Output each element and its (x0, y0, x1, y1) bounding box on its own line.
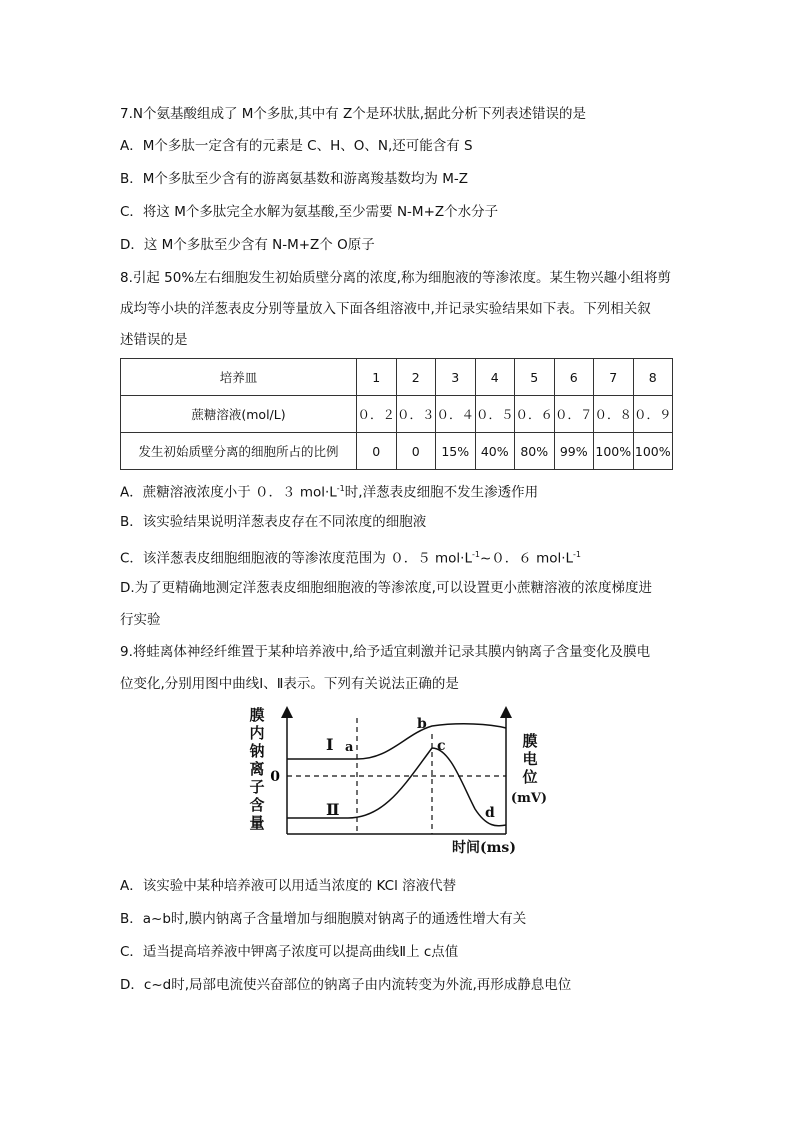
dish-cell: 2 (396, 359, 436, 396)
point-d-label: d (485, 805, 495, 821)
row-header-concentration: 蔗糖溶液(mol/L) (121, 396, 357, 433)
point-c-label: c (437, 738, 446, 754)
concentration-cell: ０．８ (594, 396, 634, 433)
right-axis-label-char: 膜 (522, 732, 538, 750)
left-axis-label-char: 子 (249, 778, 265, 796)
q8-stem-line-2: 成均等小块的洋葱表皮分别等量放入下面各组溶液中,并记录实验结果如下表。下列相关叙 (120, 301, 651, 317)
q9-option-b: B．a~b时,膜内钠离子含量增加与细胞膜对钠离子的通透性增大有关 (120, 911, 527, 927)
q8-stem-line-3: 述错误的是 (120, 332, 188, 348)
concentration-cell: ０．５ (475, 396, 515, 433)
ratio-cell: 100% (633, 433, 673, 470)
right-axis-unit: (mV) (510, 791, 548, 806)
q7-stem: 7.N个氨基酸组成了 M个多肽,其中有 Z个是环状肽,据此分析下列表述错误的是 (120, 106, 587, 122)
dish-cell: 8 (633, 359, 673, 396)
membrane-potential-figure (240, 704, 548, 864)
figure-svg (240, 704, 548, 864)
ratio-cell: 15% (436, 433, 476, 470)
zero-label: 0 (270, 769, 280, 785)
dish-cell: 4 (475, 359, 515, 396)
table-row (121, 359, 673, 396)
ratio-cell: 0 (396, 433, 436, 470)
concentration-cell: ０．６ (515, 396, 555, 433)
curve-ii-label: Ⅱ (326, 800, 340, 819)
q8-option-c-text: C．该洋葱表皮细胞细胞液的等渗浓度范围为 ０．５ mol·L (120, 550, 472, 567)
q8-option-a-text-end: 时,洋葱表皮细胞不发生渗透作用 (344, 484, 539, 501)
left-axis-label-char: 膜 (249, 706, 265, 724)
left-axis-label-char: 量 (249, 814, 265, 832)
left-axis-label-char: 内 (249, 724, 265, 742)
q8-option-c-exponent-2: -1 (573, 550, 582, 559)
table-row (121, 396, 673, 433)
q7-option-c: C．将这 M个多肽完全水解为氨基酸,至少需要 N-M+Z个水分子 (120, 204, 499, 220)
q7-option-b: B．M个多肽至少含有的游离氨基数和游离羧基数均为 M-Z (120, 171, 468, 187)
q8-stem-line-1: 8.引起 50%左右细胞发生初始质壁分离的浓度,称为细胞液的等渗浓度。某生物兴趣小组将剪 (120, 270, 671, 286)
q8-option-d-line-1: D.为了更精确地测定洋葱表皮细胞细胞液的等渗浓度,可以设置更小蔗糖溶液的浓度梯度进 (120, 580, 652, 596)
q9-option-a: A．该实验中某种培养液可以用适当浓度的 KCl 溶液代替 (120, 878, 457, 894)
q8-option-a-text: A．蔗糖溶液浓度小于 ０．３ mol·L (120, 484, 337, 501)
q9-stem-line-2: 位变化,分别用图中曲线Ⅰ、Ⅱ表示。下列有关说法正确的是 (120, 676, 459, 692)
dish-cell: 6 (554, 359, 594, 396)
q7-option-d: D．这 M个多肽至少含有 N-M+Z个 O原子 (120, 237, 375, 253)
row-header-ratio: 发生初始质壁分离的细胞所占的比例 (121, 433, 357, 470)
ratio-cell: 0 (357, 433, 397, 470)
concentration-cell: ０．７ (554, 396, 594, 433)
q8-option-c (120, 545, 581, 569)
concentration-cell: ０．３ (396, 396, 436, 433)
concentration-cell: ０．２ (357, 396, 397, 433)
concentration-cell: ０．４ (436, 396, 476, 433)
point-a-label: a (345, 740, 354, 755)
curve-i-label: Ⅰ (326, 735, 334, 754)
right-axis-label-char: 电 (522, 750, 538, 768)
dish-cell: 7 (594, 359, 634, 396)
x-axis-label: 时间(ms) (452, 840, 516, 856)
q9-stem-line-1: 9.将蛙离体神经纤维置于某种培养液中,给予适宜刺激并记录其膜内钠离子含量变化及膜电 (120, 644, 651, 660)
curve-i (287, 724, 506, 759)
ratio-cell: 99% (554, 433, 594, 470)
q7-option-a: A．M个多肽一定含有的元素是 C、H、O、N,还可能含有 S (120, 138, 473, 154)
dish-cell: 5 (515, 359, 555, 396)
experiment-table (120, 358, 673, 470)
q8-option-b: B．该实验结果说明洋葱表皮存在不同浓度的细胞液 (120, 514, 427, 530)
q8-option-a (120, 479, 538, 503)
q8-option-d-line-2: 行实验 (120, 612, 161, 628)
left-axis-label-char: 钠 (249, 742, 265, 760)
ratio-cell: 40% (475, 433, 515, 470)
q9-option-c: C．适当提高培养液中钾离子浓度可以提高曲线Ⅱ上 c点值 (120, 944, 459, 960)
right-axis-label-char: 位 (522, 768, 538, 786)
left-axis-label-char: 含 (249, 796, 265, 814)
row-header-dish: 培养皿 (121, 359, 357, 396)
point-b-label: b (417, 716, 427, 732)
table-row (121, 433, 673, 470)
left-axis-label-char: 离 (249, 760, 265, 778)
dish-cell: 1 (357, 359, 397, 396)
dish-cell: 3 (436, 359, 476, 396)
ratio-cell: 100% (594, 433, 634, 470)
q8-option-c-exponent-1: -1 (471, 550, 480, 559)
concentration-cell: ０．９ (633, 396, 673, 433)
q9-option-d: D．c~d时,局部电流使兴奋部位的钠离子由内流转变为外流,再形成静息电位 (120, 977, 572, 993)
ratio-cell: 80% (515, 433, 555, 470)
q8-option-c-text-mid: ~０．６ mol·L (479, 550, 574, 567)
q8-option-a-exponent: -1 (336, 484, 345, 493)
